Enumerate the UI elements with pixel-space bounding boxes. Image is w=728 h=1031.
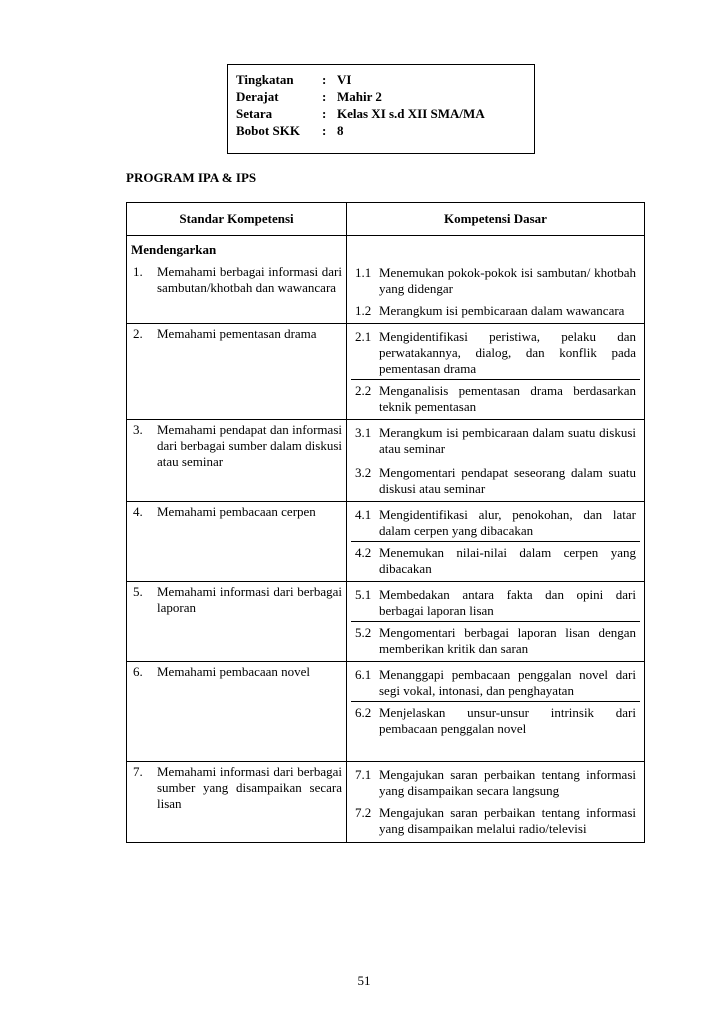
kd-item xyxy=(351,584,640,621)
kd-text: Mengomentari berbagai laporan lisan dengan memberikan kritik dan saran xyxy=(379,625,636,656)
table-row xyxy=(127,582,645,662)
sk-number: 2. xyxy=(133,326,143,341)
kd-text: Mengomentari pendapat seseorang dalam suatu diskusi atau seminar xyxy=(379,465,636,496)
kd-item xyxy=(351,621,640,659)
sk-cell xyxy=(127,762,347,843)
kd-item xyxy=(351,805,640,840)
kd-cell xyxy=(347,420,645,502)
table-header-row xyxy=(127,203,645,236)
sk-cell xyxy=(127,582,347,662)
sk-number: 1. xyxy=(133,264,143,279)
kd-number: 7.2 xyxy=(355,805,372,820)
kd-number: 4.1 xyxy=(355,507,372,522)
info-value: Mahir 2 xyxy=(337,89,382,104)
info-separator: : xyxy=(322,89,327,104)
kd-number: 1.2 xyxy=(355,303,372,318)
sk-item xyxy=(131,504,342,520)
kd-cell xyxy=(347,324,645,420)
kd-text: Membedakan antara fakta dan opini dari berbagai laporan lisan xyxy=(379,587,636,618)
kd-text: Menemukan nilai-nilai dalam cerpen yang dibacakan xyxy=(379,545,636,576)
info-label: Bobot SKK xyxy=(236,123,300,138)
kd-item xyxy=(351,379,640,417)
kd-item xyxy=(351,541,640,579)
sk-item xyxy=(131,264,342,296)
sk-item xyxy=(131,326,342,342)
sk-cell xyxy=(127,236,347,324)
sk-cell xyxy=(127,502,347,582)
table-row xyxy=(127,502,645,582)
info-separator: : xyxy=(322,72,327,87)
kd-text: Mengidentifikasi alur, penokohan, dan latar dalam cerpen yang dibacakan xyxy=(379,507,636,538)
header-kompetensi-dasar: Kompetensi Dasar xyxy=(347,203,645,236)
kd-text: Menjelaskan unsur-unsur intrinsik dari pembacaan penggalan novel xyxy=(379,705,636,736)
kd-text: Mengajukan saran perbaikan tentang informasi yang disampaikan secara langsung xyxy=(379,767,636,798)
kd-number: 6.2 xyxy=(355,705,372,720)
info-row-bobot-skk xyxy=(236,122,344,139)
kd-number: 3.2 xyxy=(355,465,372,480)
kd-cell xyxy=(347,502,645,582)
table-row xyxy=(127,762,645,843)
sk-text: Memahami berbagai informasi dari sambutan/khotbah dan wawancara xyxy=(157,264,342,295)
sk-cell xyxy=(127,662,347,762)
kd-number: 7.1 xyxy=(355,767,372,782)
sk-text: Memahami pembacaan novel xyxy=(157,664,311,679)
kd-item xyxy=(351,465,640,499)
kd-text: Mengidentifikasi peristiwa, pelaku dan perwatakannya, dialog, dan konflik pada pementasan drama xyxy=(379,329,636,376)
info-label: Derajat xyxy=(236,89,279,104)
kd-cell xyxy=(347,662,645,762)
kd-number: 2.2 xyxy=(355,383,372,398)
kd-number: 6.1 xyxy=(355,667,372,682)
info-row-tingkatan xyxy=(236,71,351,88)
sk-text: Memahami pendapat dan informasi dari berbagai sumber dalam diskusi atau seminar xyxy=(157,422,342,469)
header-standar-kompetensi: Standar Kompetensi xyxy=(127,203,347,236)
competency-table xyxy=(126,202,645,843)
kd-item xyxy=(351,326,640,379)
info-value: VI xyxy=(337,72,352,87)
info-row-derajat xyxy=(236,88,382,105)
sk-text: Memahami informasi dari berbagai sumber yang disampaikan secara lisan xyxy=(157,764,342,811)
kd-cell xyxy=(347,582,645,662)
kd-text: Merangkum isi pembicaraan dalam suatu diskusi atau seminar xyxy=(379,425,636,456)
kd-cell xyxy=(347,236,645,324)
kd-cell xyxy=(347,762,645,843)
kd-text: Mengajukan saran perbaikan tentang informasi yang disampaikan melalui radio/televisi xyxy=(379,805,636,836)
sk-number: 4. xyxy=(133,504,143,519)
kd-item xyxy=(351,265,640,299)
kd-item xyxy=(351,764,640,805)
info-box xyxy=(227,64,535,154)
info-value: 8 xyxy=(337,123,344,138)
sk-number: 7. xyxy=(133,764,143,779)
sk-text: Memahami pementasan drama xyxy=(157,326,317,341)
info-row-setara xyxy=(236,105,485,122)
page-number: 51 xyxy=(357,973,371,988)
kd-number: 4.2 xyxy=(355,545,372,560)
info-separator: : xyxy=(322,123,327,138)
section-label: Mendengarkan xyxy=(131,242,217,257)
kd-spacer xyxy=(351,238,640,265)
kd-text: Menemukan pokok-pokok isi sambutan/ khotbah yang didengar xyxy=(379,265,636,296)
kd-number: 3.1 xyxy=(355,425,372,440)
sk-item xyxy=(131,664,342,680)
sk-number: 5. xyxy=(133,584,143,599)
kd-item xyxy=(351,422,640,465)
kd-text: Menganalisis pementasan drama berdasarkan teknik pementasan xyxy=(379,383,636,414)
table-row xyxy=(127,420,645,502)
sk-item xyxy=(131,764,342,812)
kd-number: 1.1 xyxy=(355,265,372,280)
sk-item xyxy=(131,422,342,470)
program-title: PROGRAM IPA & IPS xyxy=(126,170,257,185)
kd-item xyxy=(351,504,640,541)
table-row xyxy=(127,662,645,762)
kd-number: 5.1 xyxy=(355,587,372,602)
sk-text: Memahami informasi dari berbagai laporan xyxy=(157,584,342,615)
info-separator: : xyxy=(322,106,327,121)
sk-text: Memahami pembacaan cerpen xyxy=(157,504,316,519)
kd-number: 5.2 xyxy=(355,625,372,640)
sk-cell xyxy=(127,324,347,420)
info-value: Kelas XI s.d XII SMA/MA xyxy=(337,106,485,121)
sk-item xyxy=(131,584,342,616)
kd-item xyxy=(351,664,640,701)
sk-number: 6. xyxy=(133,664,143,679)
kd-text: Merangkum isi pembicaraan dalam wawancara xyxy=(379,303,625,318)
kd-text: Menanggapi pembacaan penggalan novel dari segi vokal, intonasi, dan penghayatan xyxy=(379,667,636,698)
sk-number: 3. xyxy=(133,422,143,437)
kd-item xyxy=(351,701,640,759)
info-label: Setara xyxy=(236,106,273,121)
table-row xyxy=(127,236,645,324)
info-label: Tingkatan xyxy=(236,72,294,87)
sk-cell xyxy=(127,420,347,502)
table-row xyxy=(127,324,645,420)
kd-number: 2.1 xyxy=(355,329,372,344)
kd-item xyxy=(351,299,640,321)
